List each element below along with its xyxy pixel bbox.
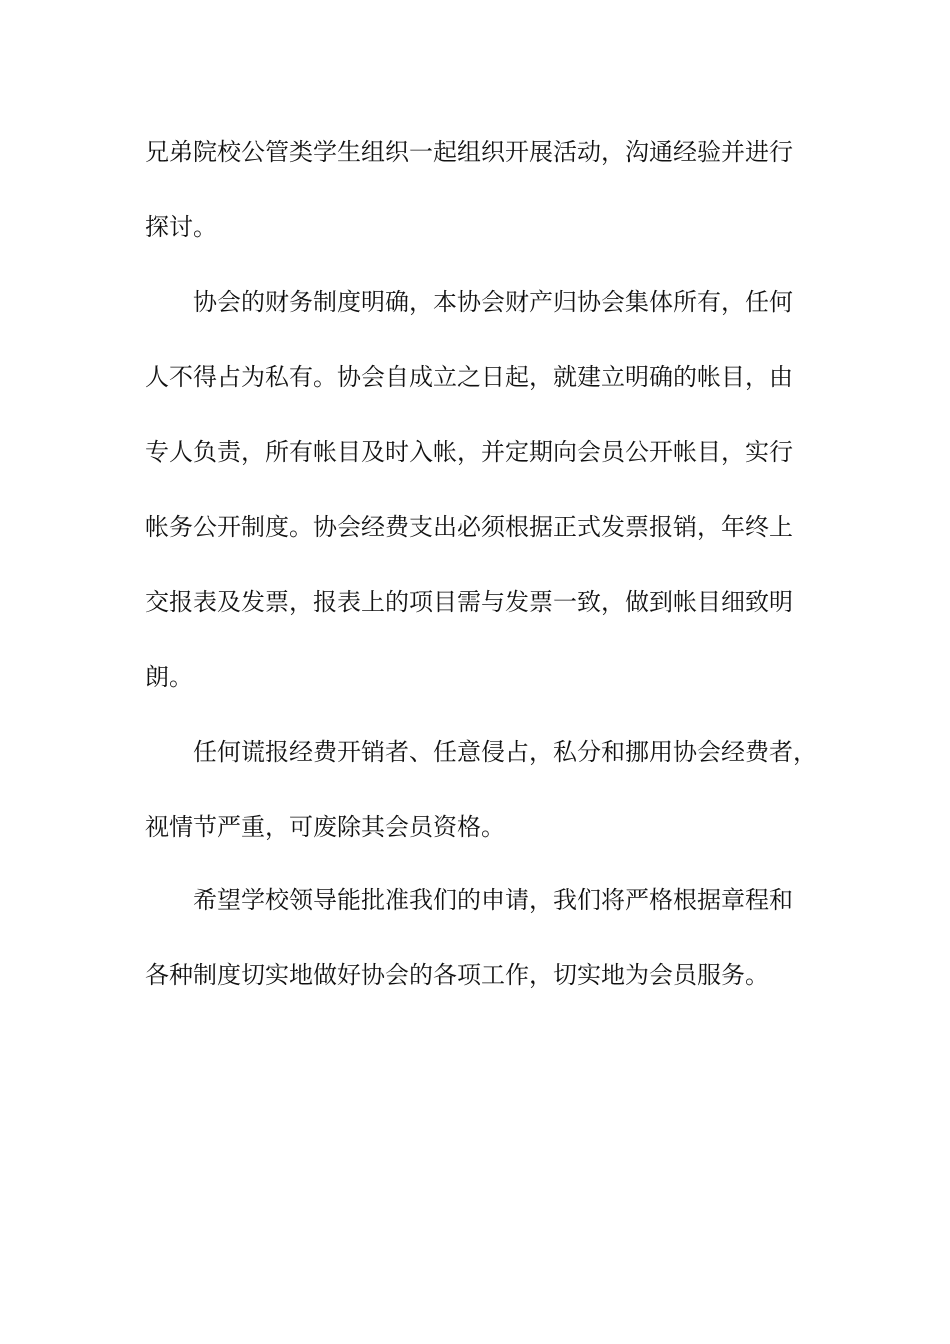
text-line-12: 各种制度切实地做好协会的各项工作，切实地为会员服务。 (145, 961, 769, 989)
text-line-10: 视情节严重，可废除其会员资格。 (145, 813, 505, 841)
text-line-5: 专人负责，所有帐目及时入帐，并定期向会员公开帐目，实行 (145, 438, 793, 466)
text-line-9: 任何谎报经费开销者、任意侵占，私分和挪用协会经费者， (193, 738, 817, 766)
text-line-6: 帐务公开制度。协会经费支出必须根据正式发票报销，年终上 (145, 513, 793, 541)
text-line-7: 交报表及发票，报表上的项目需与发票一致，做到帐目细致明 (145, 588, 793, 616)
text-line-1: 兄弟院校公管类学生组织一起组织开展活动，沟通经验并进行 (145, 138, 793, 166)
text-line-8: 朗。 (145, 663, 193, 691)
text-line-11: 希望学校领导能批准我们的申请，我们将严格根据章程和 (193, 886, 793, 914)
text-line-2: 探讨。 (145, 213, 217, 241)
text-line-3: 协会的财务制度明确，本协会财产归协会集体所有，任何 (193, 288, 793, 316)
text-line-4: 人不得占为私有。协会自成立之日起，就建立明确的帐目，由 (145, 363, 793, 391)
